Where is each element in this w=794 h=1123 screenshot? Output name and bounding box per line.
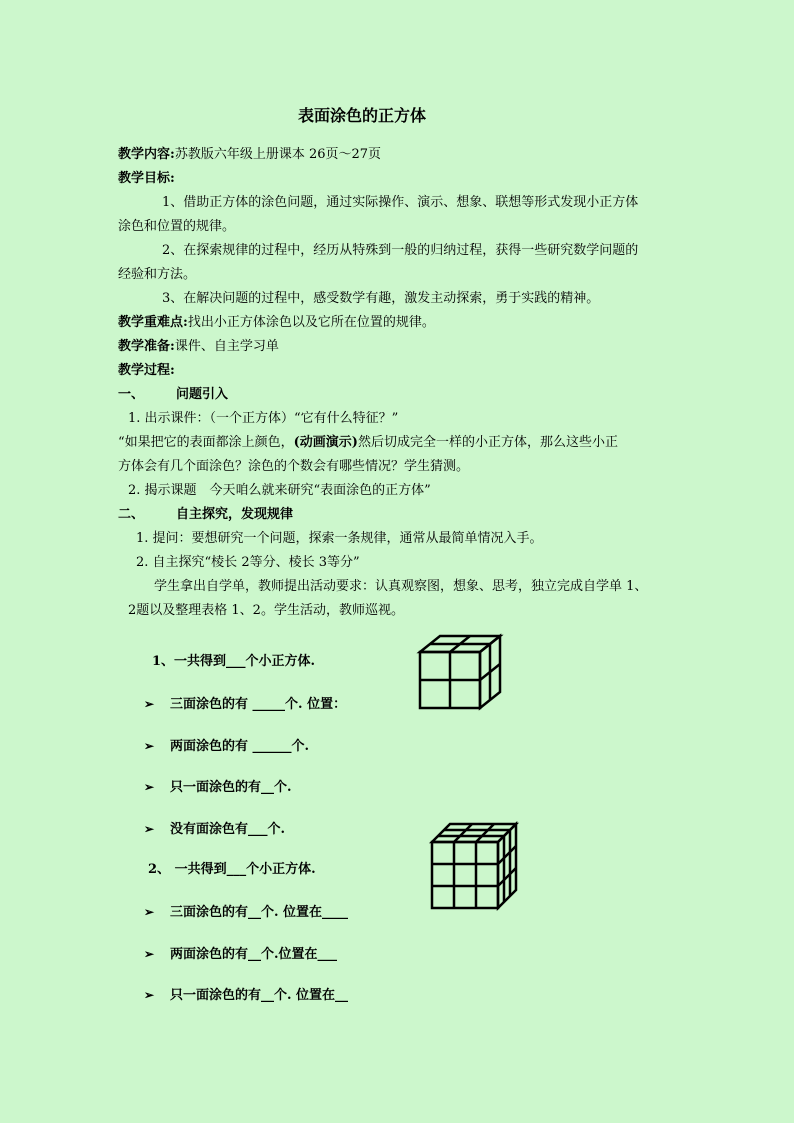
goal-2-line-2: 经验和方法。 bbox=[118, 267, 197, 282]
bullet-arrow-icon: ➢ bbox=[144, 822, 155, 836]
section2-item-2: 2. 自主探究“棱长 2等分、棱长 3等分” bbox=[136, 555, 360, 570]
q2-item-three-faces: ➢ 三面涂色的有__个. 位置在____ bbox=[144, 905, 349, 920]
section1-item-1: 1. 出示课件：（一个正方体）“它有什么特征？” bbox=[128, 411, 399, 426]
q1-item-no-face: ➢ 没有面涂色有___个. bbox=[144, 822, 286, 837]
content-label: 教学内容: bbox=[118, 147, 175, 162]
q2-item-two-faces: ➢ 两面涂色的有__个.位置在___ bbox=[144, 947, 338, 962]
bullet-arrow-icon: ➢ bbox=[144, 947, 155, 961]
section1-para-b: 然后切成完全一样的小正方体，那么这些小正 bbox=[357, 435, 618, 450]
preparation-line bbox=[118, 339, 279, 355]
goals-label: 教学目标: bbox=[118, 171, 175, 186]
section1-heading: 问题引入 bbox=[176, 387, 229, 402]
section2-item-1: 1. 提问：要想研究一个问题，探索一条规律，通常从最简单情况入手。 bbox=[136, 531, 543, 546]
section1-para-a: “如果把它的表面都涂上颜色， bbox=[118, 435, 294, 450]
section1-item-2: 2. 揭示课题 今天咱么就来研究“表面涂色的正方体” bbox=[128, 483, 431, 498]
section2-paragraph-line-1: 学生拿出自学单，教师提出活动要求：认真观察图，想象、思考，独立完成自学单 1、 bbox=[154, 579, 648, 594]
content-text: 苏教版六年级上册课本 26页～27页 bbox=[174, 147, 382, 162]
preparation-label: 教学准备: bbox=[118, 339, 175, 354]
q1-item-three-faces: ➢ 三面涂色的有 _____个. 位置： bbox=[144, 697, 347, 712]
q1-title: 1、一共得到___个小正方体. bbox=[152, 654, 316, 669]
process-label: 教学过程: bbox=[118, 363, 175, 378]
q2-item-one-face: ➢ 只一面涂色的有__个. 位置在__ bbox=[144, 988, 349, 1003]
goal-1-line-2: 涂色和位置的规律。 bbox=[118, 219, 236, 234]
section1-paragraph-line-2: 方体会有几个面涂色？涂色的个数会有哪些情况？学生猜测。 bbox=[118, 459, 470, 474]
cube-3x3-diagram bbox=[428, 820, 522, 914]
goal-3: 3、在解决问题的过程中，感受数学有趣，激发主动探索，勇于实践的精神。 bbox=[162, 291, 600, 306]
q1-item-one-face: ➢ 只一面涂色的有__个. bbox=[144, 780, 292, 795]
q2-title: 2、 一共得到___个小正方体. bbox=[148, 862, 316, 877]
key-points-text: 找出小正方体涂色以及它所在位置的规律。 bbox=[187, 315, 435, 330]
page-title: 表面涂色的正方体 bbox=[298, 106, 427, 125]
cube-2x2-diagram bbox=[414, 632, 514, 714]
goal-2-line-1: 2、在探索规律的过程中，经历从特殊到一般的归纳过程，获得一些研究数学问题的 bbox=[162, 243, 639, 258]
preparation-text: 课件、自主学习单 bbox=[174, 339, 279, 354]
bullet-arrow-icon: ➢ bbox=[144, 697, 155, 711]
bullet-arrow-icon: ➢ bbox=[144, 905, 155, 919]
section2-paragraph-line-2: 2题以及整理表格 1、2。学生活动，教师巡视。 bbox=[128, 603, 404, 618]
bullet-arrow-icon: ➢ bbox=[144, 739, 155, 753]
q1-item-two-faces: ➢ 两面涂色的有 ______个. bbox=[144, 739, 310, 754]
goal-1-line-1: 1、借助正方体的涂色问题，通过实际操作、演示、想象、联想等形式发现小正方体 bbox=[162, 195, 639, 210]
section1-para-bold: (动画演示) bbox=[293, 435, 358, 450]
section2-heading: 自主探究，发现规律 bbox=[176, 507, 294, 522]
key-points-label: 教学重难点: bbox=[118, 315, 188, 330]
key-points-line bbox=[118, 315, 435, 331]
bullet-arrow-icon: ➢ bbox=[144, 780, 155, 794]
section2-number: 二、 bbox=[118, 507, 145, 522]
section1-number: 一、 bbox=[118, 387, 145, 402]
bullet-arrow-icon: ➢ bbox=[144, 988, 155, 1002]
content-line bbox=[118, 147, 381, 163]
section1-paragraph-line-1 bbox=[118, 435, 618, 451]
